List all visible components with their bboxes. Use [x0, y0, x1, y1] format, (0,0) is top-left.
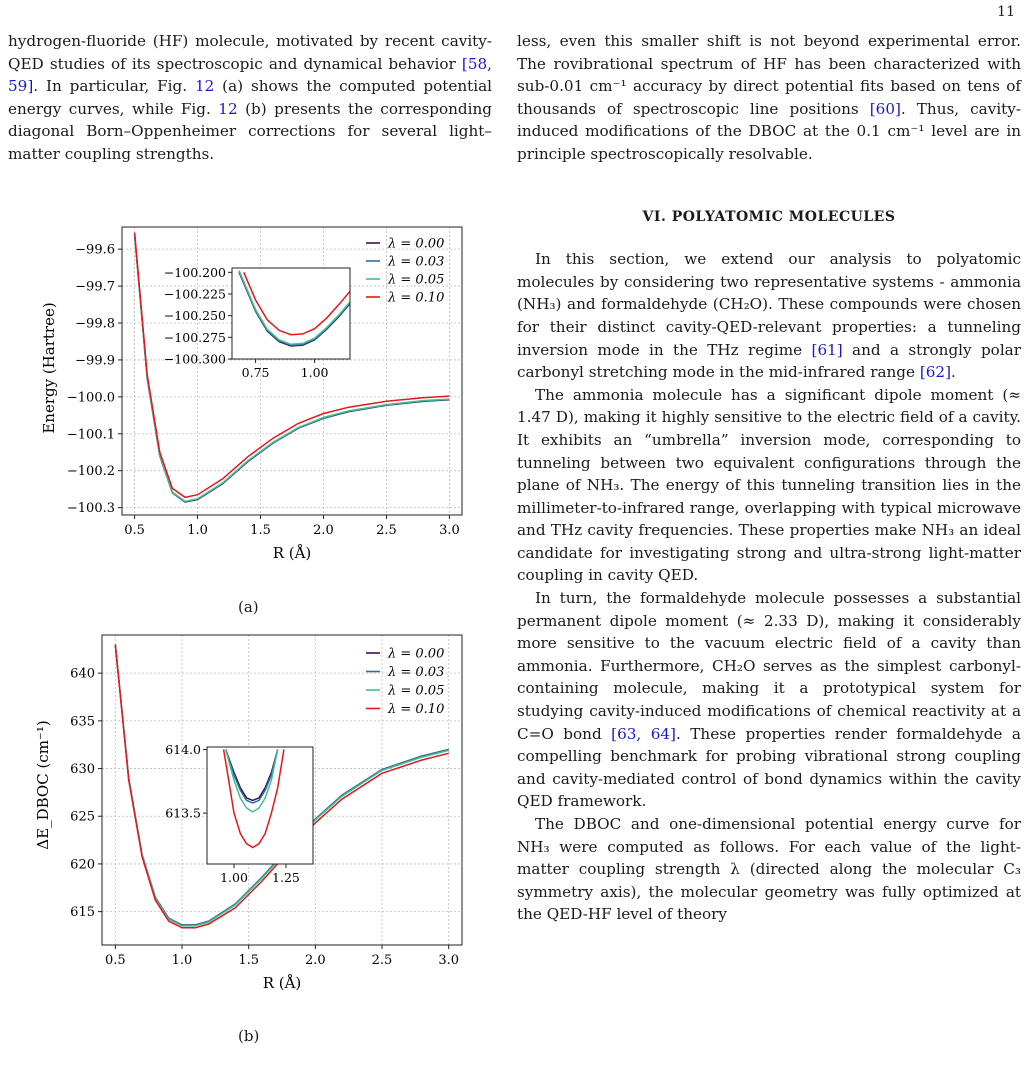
- paragraph-ammonia: [517, 384, 1021, 587]
- x-tick-label: 3.0: [439, 523, 460, 538]
- text-run: .: [951, 363, 956, 382]
- paragraph-intro: [517, 248, 1021, 384]
- y-tick-label: 620: [70, 857, 95, 873]
- citation-link[interactable]: [58, 59]: [8, 54, 492, 96]
- legend: [366, 237, 444, 306]
- text-run: and a strongly polar carbonyl stretching mode in the mid-infrared range: [517, 340, 1021, 382]
- right-column-text: [517, 30, 1021, 926]
- inset-x-tick-label: 0.75: [241, 365, 270, 380]
- text-run: In turn, the formaldehyde molecule possesses a substantial permanent dipole moment (≈ 2.33 D), making it considerably more sensitive to the vacuum electric field of a cavity than ammonia. Furthermore, CH₂O serves as the simplest carbonyl-containing molecule, making it a prototypical system for studying cavity-induced modifications of chemical reactivity at a C=O bond: [517, 589, 1021, 743]
- y-tick-label: −100.1: [66, 427, 115, 443]
- x-tick-label: 2.0: [313, 523, 334, 538]
- caption-b: (b): [238, 1027, 260, 1045]
- legend-label: λ = 0.03: [388, 254, 445, 270]
- text-run: The ammonia molecule has a significant dipole moment (≈ 1.47 D), making it highly sensitive to the electric field of a cavity. It exhibits an “umbrella” inversion mode, corresponding to tunneling between two equivalent configurations through the plane of NH₃. The energy of this tunneling transition lies in the millimeter-to-infrared range, overlapping with typical microwave and THz cavity frequencies. These properties make NH₃ an ideal candidate for investigating strong and ultra-strong light-matter coupling in cavity QED.: [517, 385, 1021, 585]
- legend-label: λ = 0.10: [388, 702, 445, 717]
- inset-y-tick-label: −100.300: [163, 351, 226, 367]
- page-number: 11: [997, 4, 1015, 20]
- caption-a: (a): [238, 598, 259, 616]
- citation-link[interactable]: 12: [194, 77, 215, 96]
- y-tick-label: −99.6: [75, 242, 115, 258]
- x-tick-label: 0.5: [124, 523, 145, 538]
- legend: [366, 647, 444, 718]
- x-axis-label: R (Å): [262, 974, 302, 992]
- y-tick-label: 625: [70, 809, 95, 825]
- text-run: less, even this smaller shift is not beyond experimental error. The rovibrational spectrum of HF has been characterized with sub-0.01 cm⁻¹ accuracy by direct potential fits based on tens of thousands of spectroscopic line positions: [517, 32, 1021, 118]
- legend-label: λ = 0.00: [388, 236, 445, 252]
- inset-y-tick-label: −100.200: [163, 264, 226, 280]
- dboc-chart: [0, 625, 500, 1015]
- x-tick-label: 2.5: [376, 523, 397, 538]
- inset-y-tick-label: −100.275: [163, 329, 226, 345]
- section-heading: VI. POLYATOMIC MOLECULES: [642, 208, 896, 225]
- text-run: (b) presents the corresponding diagonal Born–Oppenheimer corrections for several light–matter coupling strengths.: [8, 99, 492, 163]
- y-tick-label: −99.7: [75, 279, 115, 295]
- x-tick-label: 1.5: [250, 523, 271, 538]
- text-run: . In particular, Fig.: [33, 77, 195, 96]
- left-paragraph: [8, 30, 492, 166]
- x-tick-label: 1.5: [238, 953, 260, 968]
- inset-y-tick-label: 613.5: [165, 805, 201, 821]
- x-axis-label: R (Å): [272, 544, 312, 562]
- y-tick-label: −100.3: [66, 501, 115, 517]
- y-tick-label: 635: [70, 714, 95, 730]
- legend-label: λ = 0.03: [388, 665, 445, 680]
- x-tick-label: 3.0: [438, 953, 460, 968]
- y-tick-label: −99.8: [75, 316, 115, 332]
- legend-label: λ = 0.10: [388, 290, 445, 306]
- y-axis-label: ΔE_DBOC (cm⁻¹): [34, 720, 52, 850]
- energy-chart: [0, 213, 500, 593]
- inset-y-tick-label: −100.225: [163, 286, 226, 302]
- x-tick-label: 2.5: [371, 953, 393, 968]
- figure-b: [0, 625, 500, 1015]
- citation-link[interactable]: 12: [218, 99, 238, 118]
- legend-label: λ = 0.05: [388, 272, 445, 288]
- inset-x-tick-label: 1.25: [272, 870, 300, 885]
- y-tick-label: −99.9: [75, 353, 115, 369]
- text-run: hydrogen-fluoride (HF) molecule, motivated by recent cavity-QED studies of its spectroscopic and dynamical behavior: [8, 32, 492, 73]
- right-intro-paragraph: [517, 30, 1021, 166]
- figure-a: [0, 213, 500, 593]
- citation-link[interactable]: [60]: [869, 99, 901, 118]
- citation-link[interactable]: [63, 64]: [611, 724, 676, 743]
- text-run: In this section, we extend our analysis to polyatomic molecules by considering two representative systems - ammonia (NH₃) and formaldehyde (CH₂O). These compounds were chosen for their distinct cavity-QED-relevant properties: a tunneling inversion mode in the THz regime: [517, 250, 1021, 359]
- inset-y-tick-label: 614.0: [165, 742, 201, 758]
- inset-plot: [164, 265, 350, 380]
- text-run: (a) shows the computed potential energy curves, while Fig.: [8, 77, 492, 118]
- x-tick-label: 1.0: [187, 523, 208, 538]
- x-tick-label: 0.5: [104, 953, 126, 968]
- citation-link[interactable]: [62]: [919, 363, 952, 382]
- text-run: . Thus, cavity-induced modifications of the DBOC at the 0.1 cm⁻¹ level are in principle spectroscopically resolvable.: [517, 99, 1021, 163]
- y-axis-label: Energy (Hartree): [40, 302, 58, 434]
- y-tick-label: 640: [70, 666, 95, 682]
- paragraph-dboc-method: [517, 813, 1021, 926]
- legend-label: λ = 0.00: [388, 646, 445, 662]
- paragraph-formaldehyde: [517, 587, 1021, 813]
- x-tick-label: 1.0: [171, 953, 193, 968]
- y-tick-label: 615: [70, 905, 95, 921]
- inset-y-tick-label: −100.250: [163, 308, 226, 324]
- text-run: The DBOC and one-dimensional potential energy curve for NH₃ were computed as follows. For each value of the light-matter coupling strength λ (directed along the molecular C₃ symmetry axis), the molecular geometry was fully optimized at the QED-HF level of theory: [517, 815, 1021, 924]
- y-tick-label: −100.2: [66, 464, 115, 480]
- inset-x-tick-label: 1.00: [220, 870, 248, 885]
- text-run: . These properties render formaldehyde a compelling benchmark for probing vibrational strong coupling and cavity-mediated control of bond dynamics within the cavity QED framework.: [517, 724, 1021, 811]
- y-tick-label: 630: [70, 762, 95, 778]
- left-column-text: [8, 30, 492, 166]
- inset-x-tick-label: 1.00: [300, 365, 329, 380]
- y-tick-label: −100.0: [66, 390, 115, 406]
- x-tick-label: 2.0: [304, 953, 326, 968]
- citation-link[interactable]: [61]: [811, 340, 843, 359]
- legend-label: λ = 0.05: [388, 683, 445, 699]
